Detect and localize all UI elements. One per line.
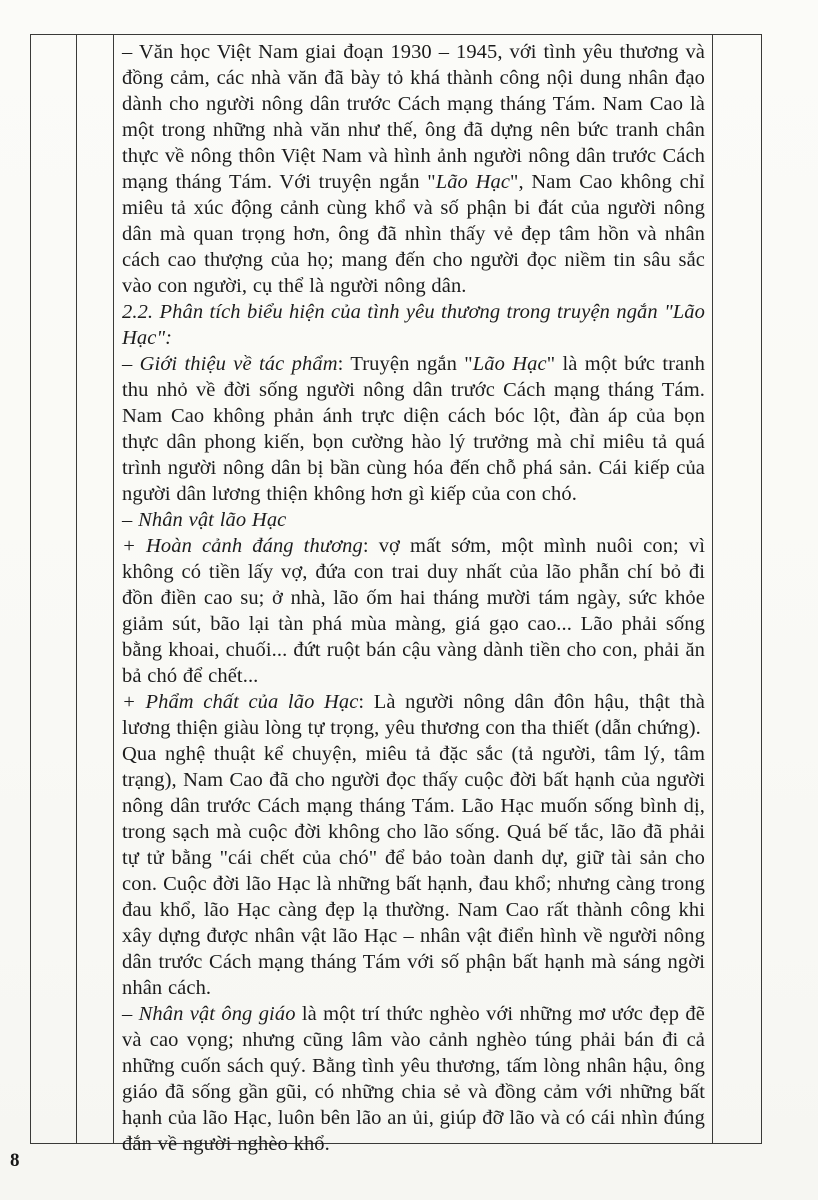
paragraph [122, 533, 705, 689]
page-number: 8 [10, 1150, 20, 1171]
paragraph-text-italic: 2.2. Phân tích biểu hiện của tình yêu thương trong truyện ngắn "Lão Hạc": [122, 301, 705, 349]
table-column-content [114, 35, 713, 1155]
paragraph-text: " là một bức tranh thu nhỏ về đời sống người nông dân trước Cách mạng tháng Tám. Nam Cao không phản ánh trực diện cách bóc lột, đàn áp của bọn thực dân phong kiến, bọn cường hào lý trưởng mà chỉ miêu tả quá trình người nông dân bị bần cùng hóa đến chỗ phá sản. Cái kiếp của người dân lương thiện không hơn gì kiếp của con chó. [122, 353, 705, 505]
paragraph [122, 299, 705, 351]
paragraph-text-italic: Lão Hạc [472, 353, 547, 375]
paragraph-text-italic: – Nhân vật lão Hạc [122, 509, 287, 531]
paragraph-text-italic: + Phẩm chất của lão Hạc [122, 691, 359, 713]
answer-table [30, 34, 762, 1155]
table-column-right [713, 35, 761, 1143]
paragraph [122, 689, 705, 741]
paragraph-text: ", Nam Cao không chỉ miêu tả xúc động cảnh cùng khổ và số phận bi đát của người nông dân mà quan trọng hơn, ông đã nhìn thấy vẻ đẹp tâm hồn và nhân cách cao thượng của họ; mang đến cho người đọc niềm tin sâu sắc vào con người, cụ thể là người nông dân. [122, 171, 705, 297]
paragraph-text: : vợ mất sớm, một mình nuôi con; vì không có tiền lấy vợ, đứa con trai duy nhất của lão phẫn chí bỏ đi đồn điền cao su; ở nhà, lão ốm hai tháng mười tám ngày, sức khỏe giảm sút, bão lại tàn phá mùa màng, giá gạo cao... Lão phải sống bằng khoai, chuối... đứt ruột bán cậu vàng dành tiền cho con, phải ăn bả chó để chết... [122, 535, 705, 687]
table-column-left-outer [31, 35, 77, 1143]
paragraph-text: : Truyện ngắn " [337, 353, 473, 375]
paragraph [122, 507, 705, 533]
paragraph [122, 351, 705, 507]
paragraph-text-italic: – Giới thiệu về tác phẩm [122, 353, 338, 375]
paragraph-text: – Văn học Việt Nam giai đoạn 1930 – 1945, với tình yêu thương và đồng cảm, các nhà văn đã bày tỏ khá thành công nội dung nhân đạo dành cho người nông dân trước Cách mạng tháng Tám. Nam Cao là một trong những nhà văn như thế, ông đã dựng nên bức tranh chân thực về nông thôn Việt Nam và hình ảnh người nông dân trước Cách mạng tháng Tám. Với truyện ngắn " [122, 41, 705, 193]
paragraph [122, 1001, 705, 1157]
paragraph-text-italic: + Hoàn cảnh đáng thương [122, 535, 363, 557]
paragraph-text-italic: – Nhân vật ông giáo [122, 1003, 296, 1025]
paragraph-text: Qua nghệ thuật kể chuyện, miêu tả đặc sắc (tả người, tâm lý, tâm trạng), Nam Cao đã cho người đọc thấy cuộc đời bất hạnh của người nông dân trước Cách mạng tháng Tám. Lão Hạc muốn sống bình dị, trong sạch mà cuộc đời không cho lão sống. Quá bế tắc, lão đã phải tự tử bằng "cái chết của chó" để bảo toàn danh dự, giữ tài sản cho con. Cuộc đời lão Hạc là những bất hạnh, đau khổ; nhưng càng trong đau khổ, lão Hạc càng đẹp lạ thường. Nam Cao rất thành công khi xây dựng được nhân vật lão Hạc – nhân vật điển hình về người nông dân trước Cách mạng tháng Tám với số phận bất hạnh mà sáng ngời nhân cách. [122, 743, 705, 999]
table-column-left-inner [77, 35, 114, 1143]
paragraph-text: : Là người nông dân đôn hậu, thật thà lương thiện giàu lòng tự trọng, yêu thương con tha thiết (dẫn chứng). [122, 691, 705, 739]
paragraph [122, 39, 705, 299]
paragraph-text: là một trí thức nghèo với những mơ ước đẹp đẽ và cao vọng; nhưng cũng lâm vào cảnh nghèo túng phải bán đi cả những cuốn sách quý. Bằng tình yêu thương, tấm lòng nhân hậu, ông giáo đã sống gần gũi, có những chia sẻ và đồng cảm với những bất hạnh của lão Hạc, luôn bên lão an ủi, giúp đỡ lão và có cái nhìn đúng đắn về người nghèo khổ. [122, 1003, 705, 1155]
document-body [122, 39, 705, 1157]
paragraph [122, 741, 705, 1001]
paragraph-text-italic: Lão Hạc [435, 171, 511, 193]
